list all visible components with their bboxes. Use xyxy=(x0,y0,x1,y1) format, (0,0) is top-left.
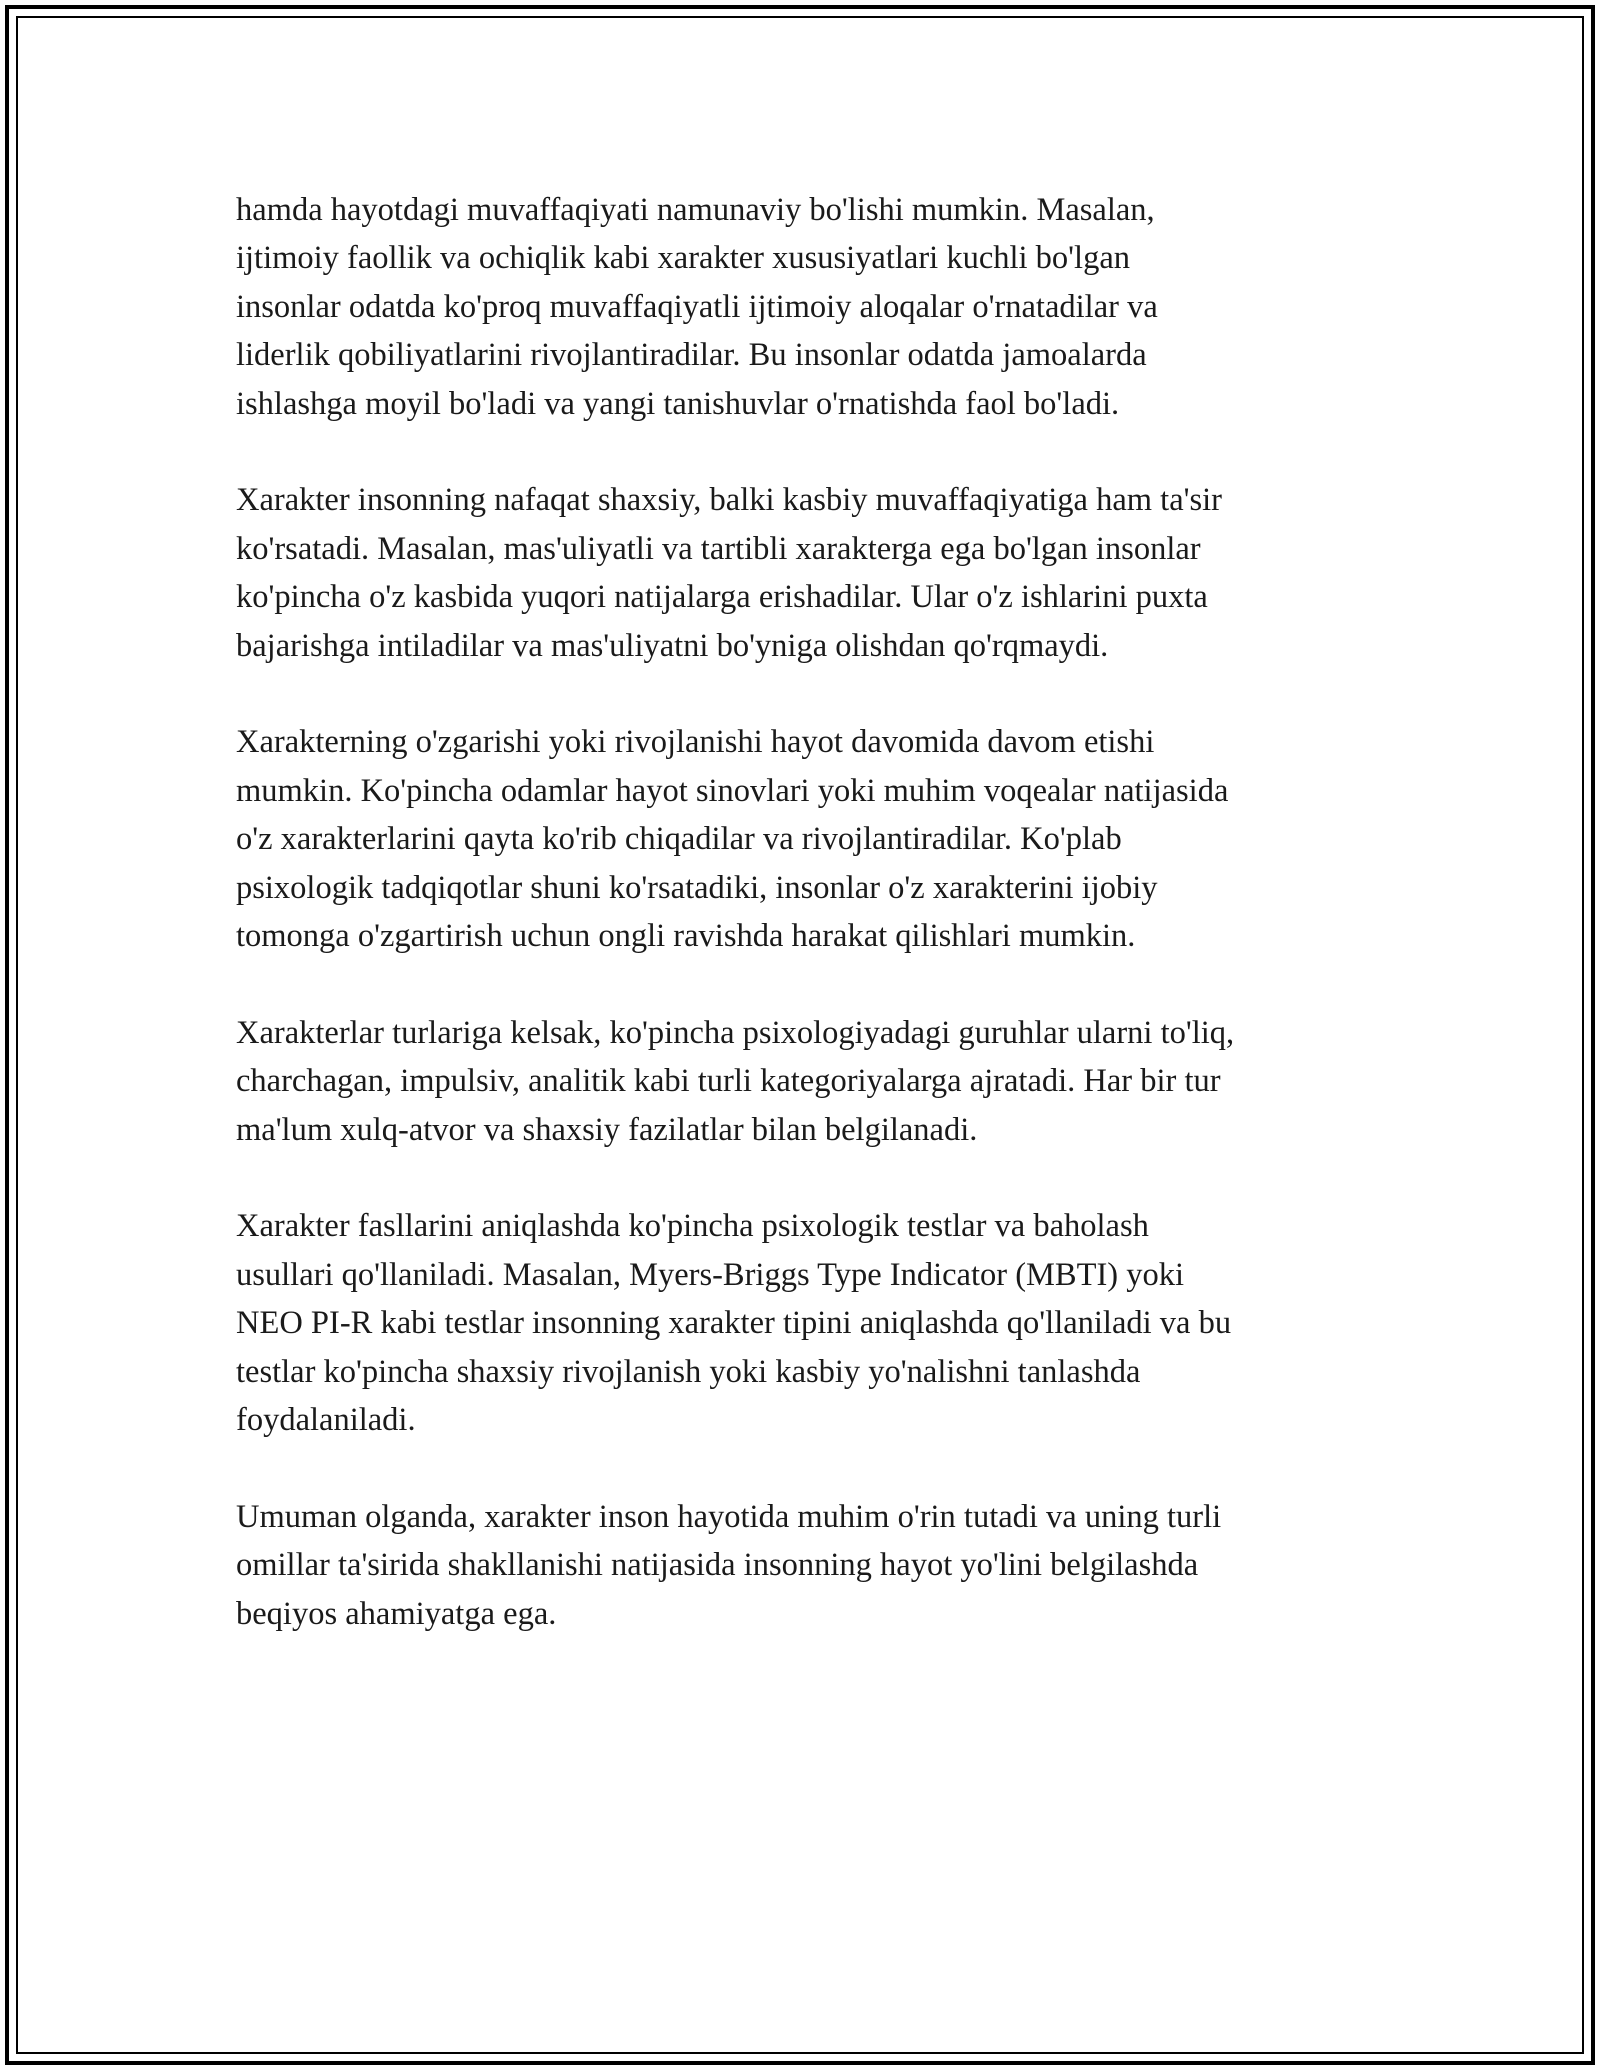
paragraph-6: Umuman olganda, xarakter inson hayotida muhim o'rin tutadi va uning turli omillar ta'sirida shakllanishi natijasida insonning hayot yo'lini belgilashda beqiyos ahamiyatga ega. xyxy=(236,1498,1222,1632)
paragraph-4: Xarakterlar turlariga kelsak, ko'pincha psixologiyadagi guruhlar ularni to'liq, charchagan, impulsiv, analitik kabi turli kategoriyalarga ajratadi. Har bir tur ma'lum xulq-atvor va shaxsiy fazilatlar bilan belgilanadi. xyxy=(236,1014,1235,1148)
document-body xyxy=(236,186,1366,1687)
paragraph-3: Xarakterning o'zgarishi yoki rivojlanishi hayot davomida davom etishi mumkin. Ko'pincha odamlar hayot sinovlari yoki muhim voqealar natijasida o'z xarakterlarini qayta ko'rib chiqadilar va rivojlantiradilar. Ko'plab psixologik tadqiqotlar shuni ko'rsatadiki, insonlar o'z xarakterini ijobiy tomonga o'zgartirish uchun ongli ravishda harakat qilishlari mumkin. xyxy=(236,724,1229,955)
paragraph-1: hamda hayotdagi muvaffaqiyati namunaviy bo'lishi mumkin. Masalan, ijtimoiy faollik va ochiqlik kabi xarakter xususiyatlari kuchli bo'lgan insonlar odatda ko'proq muvaffaqiyatli ijtimoiy aloqalar o'rnatadilar va liderlik qobiliyatlarini rivojlantiradilar. Bu insonlar odatda jamoalarda ishlashga moyil bo'ladi va yangi tanishuvlar o'rnatishda faol bo'ladi. xyxy=(236,192,1158,422)
paragraph-5: Xarakter fasllarini aniqlashda ko'pincha psixologik testlar va baholash usullari qo'llaniladi. Masalan, Myers-Briggs Type Indicator (MBTI) yoki NEO PI-R kabi testlar insonning xarakter tipini aniqlashda qo'llaniladi va bu testlar ko'pincha shaxsiy rivojlanish yoki kasbiy yo'nalishni tanlashda foydalaniladi. xyxy=(236,1208,1232,1439)
paragraph-2: Xarakter insonning nafaqat shaxsiy, balki kasbiy muvaffaqiyatiga ham ta'sir ko'rsatadi. Masalan, mas'uliyatli va tartibli xarakterga ega bo'lgan insonlar ko'pincha o'z kasbida yuqori natijalarga erishadilar. Ular o'z ishlarini puxta bajarishga intiladilar va mas'uliyatni bo'yniga olishdan qo'rqmaydi. xyxy=(236,482,1222,664)
